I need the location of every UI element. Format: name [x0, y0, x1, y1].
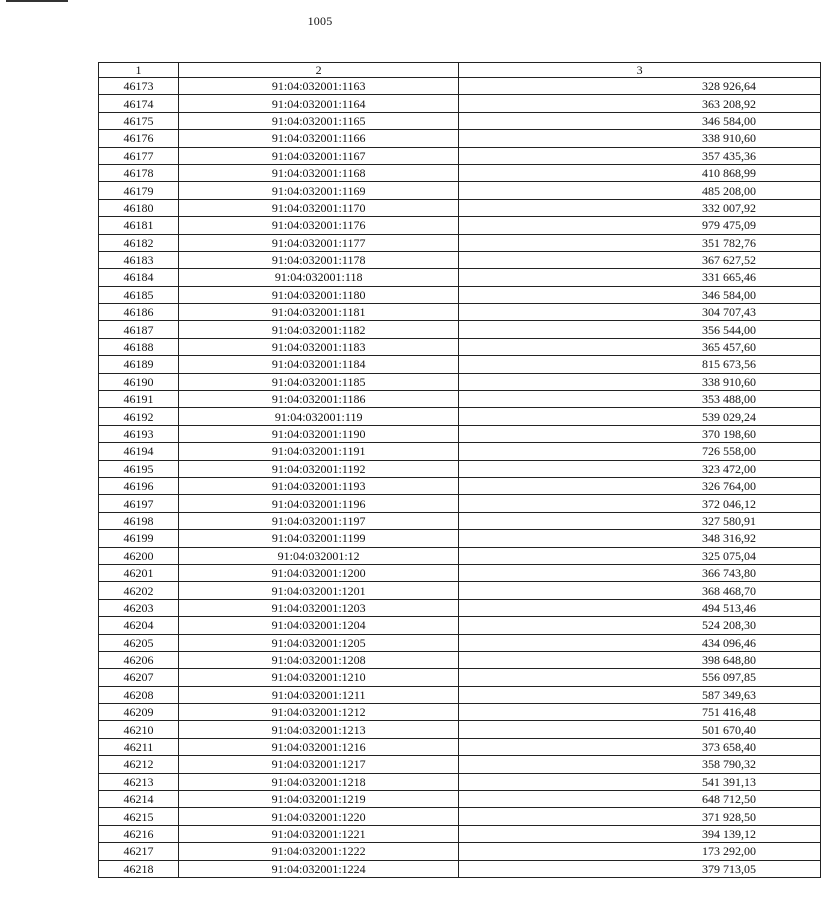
value-cell: 351 782,76	[459, 234, 821, 251]
value-cell: 356 544,00	[459, 321, 821, 338]
cadastral-number-cell: 91:04:032001:1222	[179, 843, 459, 860]
table-row	[99, 669, 821, 686]
table-row	[99, 564, 821, 581]
table-header-row	[99, 63, 821, 78]
table-row	[99, 721, 821, 738]
row-number-cell: 46217	[99, 843, 179, 860]
table-row	[99, 78, 821, 95]
row-number-cell: 46206	[99, 651, 179, 668]
value-cell: 751 416,48	[459, 704, 821, 721]
value-cell: 815 673,56	[459, 356, 821, 373]
table-row	[99, 338, 821, 355]
column-header-2: 2	[179, 63, 459, 78]
value-cell: 587 349,63	[459, 686, 821, 703]
cadastral-number-cell: 91:04:032001:1191	[179, 443, 459, 460]
table-row	[99, 443, 821, 460]
cadastral-number-cell: 91:04:032001:1193	[179, 477, 459, 494]
cadastral-number-cell: 91:04:032001:1180	[179, 286, 459, 303]
value-cell: 372 046,12	[459, 495, 821, 512]
value-cell: 338 910,60	[459, 130, 821, 147]
value-cell: 365 457,60	[459, 338, 821, 355]
cadastral-number-cell: 91:04:032001:1182	[179, 321, 459, 338]
row-number-cell: 46187	[99, 321, 179, 338]
table-row	[99, 599, 821, 616]
table-row	[99, 756, 821, 773]
row-number-cell: 46211	[99, 738, 179, 755]
row-number-cell: 46208	[99, 686, 179, 703]
data-table	[98, 62, 821, 878]
cadastral-number-cell: 91:04:032001:1181	[179, 304, 459, 321]
value-cell: 358 790,32	[459, 756, 821, 773]
cadastral-number-cell: 91:04:032001:1201	[179, 582, 459, 599]
cadastral-number-cell: 91:04:032001:1165	[179, 112, 459, 129]
value-cell: 328 926,64	[459, 78, 821, 95]
table-row	[99, 269, 821, 286]
value-cell: 353 488,00	[459, 391, 821, 408]
value-cell: 370 198,60	[459, 425, 821, 442]
cadastral-number-cell: 91:04:032001:1163	[179, 78, 459, 95]
value-cell: 485 208,00	[459, 182, 821, 199]
table-row	[99, 251, 821, 268]
cadastral-number-cell: 91:04:032001:1208	[179, 651, 459, 668]
table-row	[99, 547, 821, 564]
cadastral-number-cell: 91:04:032001:1203	[179, 599, 459, 616]
cadastral-number-cell: 91:04:032001:1177	[179, 234, 459, 251]
value-cell: 524 208,30	[459, 617, 821, 634]
row-number-cell: 46173	[99, 78, 179, 95]
row-number-cell: 46191	[99, 391, 179, 408]
table-row	[99, 704, 821, 721]
table-row	[99, 512, 821, 529]
cadastral-number-cell: 91:04:032001:1190	[179, 425, 459, 442]
table-row	[99, 773, 821, 790]
cadastral-number-cell: 91:04:032001:1167	[179, 147, 459, 164]
cadastral-number-cell: 91:04:032001:1168	[179, 164, 459, 181]
value-cell: 494 513,46	[459, 599, 821, 616]
row-number-cell: 46181	[99, 217, 179, 234]
value-cell: 501 670,40	[459, 721, 821, 738]
row-number-cell: 46214	[99, 791, 179, 808]
table-row	[99, 147, 821, 164]
row-number-cell: 46176	[99, 130, 179, 147]
cadastral-number-cell: 91:04:032001:1217	[179, 756, 459, 773]
value-cell: 346 584,00	[459, 112, 821, 129]
row-number-cell: 46198	[99, 512, 179, 529]
value-cell: 363 208,92	[459, 95, 821, 112]
value-cell: 338 910,60	[459, 373, 821, 390]
table-row	[99, 164, 821, 181]
value-cell: 539 029,24	[459, 408, 821, 425]
value-cell: 346 584,00	[459, 286, 821, 303]
row-number-cell: 46218	[99, 860, 179, 877]
table-row	[99, 286, 821, 303]
column-header-1: 1	[99, 63, 179, 78]
cadastral-number-cell: 91:04:032001:1218	[179, 773, 459, 790]
table-row	[99, 460, 821, 477]
cadastral-number-cell: 91:04:032001:1169	[179, 182, 459, 199]
value-cell: 326 764,00	[459, 477, 821, 494]
row-number-cell: 46174	[99, 95, 179, 112]
table-row	[99, 130, 821, 147]
row-number-cell: 46179	[99, 182, 179, 199]
row-number-cell: 46185	[99, 286, 179, 303]
cadastral-number-cell: 91:04:032001:1221	[179, 825, 459, 842]
cadastral-number-cell: 91:04:032001:1220	[179, 808, 459, 825]
cadastral-number-cell: 91:04:032001:1196	[179, 495, 459, 512]
cadastral-number-cell: 91:04:032001:1205	[179, 634, 459, 651]
table-row	[99, 234, 821, 251]
value-cell: 173 292,00	[459, 843, 821, 860]
cadastral-number-cell: 91:04:032001:1186	[179, 391, 459, 408]
row-number-cell: 46192	[99, 408, 179, 425]
row-number-cell: 46197	[99, 495, 179, 512]
value-cell: 541 391,13	[459, 773, 821, 790]
row-number-cell: 46190	[99, 373, 179, 390]
row-number-cell: 46194	[99, 443, 179, 460]
value-cell: 348 316,92	[459, 530, 821, 547]
table-row	[99, 617, 821, 634]
table-row	[99, 808, 821, 825]
value-cell: 371 928,50	[459, 808, 821, 825]
row-number-cell: 46178	[99, 164, 179, 181]
value-cell: 434 096,46	[459, 634, 821, 651]
row-number-cell: 46212	[99, 756, 179, 773]
value-cell: 368 468,70	[459, 582, 821, 599]
cadastral-number-cell: 91:04:032001:118	[179, 269, 459, 286]
value-cell: 394 139,12	[459, 825, 821, 842]
row-number-cell: 46216	[99, 825, 179, 842]
page-top-rule	[6, 0, 68, 2]
cadastral-number-cell: 91:04:032001:1178	[179, 251, 459, 268]
cadastral-number-cell: 91:04:032001:1200	[179, 564, 459, 581]
table-row	[99, 738, 821, 755]
table-row	[99, 843, 821, 860]
value-cell: 979 475,09	[459, 217, 821, 234]
cadastral-number-cell: 91:04:032001:1184	[179, 356, 459, 373]
table-row	[99, 477, 821, 494]
table-row	[99, 356, 821, 373]
value-cell: 325 075,04	[459, 547, 821, 564]
column-header-3: 3	[459, 63, 821, 78]
row-number-cell: 46209	[99, 704, 179, 721]
cadastral-number-cell: 91:04:032001:1183	[179, 338, 459, 355]
cadastral-number-cell: 91:04:032001:1216	[179, 738, 459, 755]
value-cell: 357 435,36	[459, 147, 821, 164]
table-row	[99, 304, 821, 321]
row-number-cell: 46204	[99, 617, 179, 634]
table-row	[99, 686, 821, 703]
table-row	[99, 408, 821, 425]
cadastral-number-cell: 91:04:032001:1166	[179, 130, 459, 147]
value-cell: 304 707,43	[459, 304, 821, 321]
value-cell: 556 097,85	[459, 669, 821, 686]
table-row	[99, 199, 821, 216]
cadastral-number-cell: 91:04:032001:12	[179, 547, 459, 564]
cadastral-number-cell: 91:04:032001:1204	[179, 617, 459, 634]
table-row	[99, 373, 821, 390]
value-cell: 379 713,05	[459, 860, 821, 877]
cadastral-number-cell: 91:04:032001:1197	[179, 512, 459, 529]
row-number-cell: 46195	[99, 460, 179, 477]
cadastral-number-cell: 91:04:032001:1211	[179, 686, 459, 703]
row-number-cell: 46201	[99, 564, 179, 581]
value-cell: 367 627,52	[459, 251, 821, 268]
value-cell: 327 580,91	[459, 512, 821, 529]
cadastral-number-cell: 91:04:032001:1210	[179, 669, 459, 686]
row-number-cell: 46175	[99, 112, 179, 129]
cadastral-number-cell: 91:04:032001:1185	[179, 373, 459, 390]
value-cell: 373 658,40	[459, 738, 821, 755]
row-number-cell: 46177	[99, 147, 179, 164]
table-row	[99, 182, 821, 199]
value-cell: 366 743,80	[459, 564, 821, 581]
cadastral-number-cell: 91:04:032001:1213	[179, 721, 459, 738]
cadastral-number-cell: 91:04:032001:1199	[179, 530, 459, 547]
row-number-cell: 46182	[99, 234, 179, 251]
table-row	[99, 495, 821, 512]
value-cell: 410 868,99	[459, 164, 821, 181]
row-number-cell: 46210	[99, 721, 179, 738]
value-cell: 323 472,00	[459, 460, 821, 477]
value-cell: 332 007,92	[459, 199, 821, 216]
row-number-cell: 46189	[99, 356, 179, 373]
row-number-cell: 46186	[99, 304, 179, 321]
row-number-cell: 46207	[99, 669, 179, 686]
table-row	[99, 860, 821, 877]
row-number-cell: 46200	[99, 547, 179, 564]
row-number-cell: 46205	[99, 634, 179, 651]
cadastral-number-cell: 91:04:032001:1224	[179, 860, 459, 877]
table-row	[99, 217, 821, 234]
value-cell: 398 648,80	[459, 651, 821, 668]
row-number-cell: 46180	[99, 199, 179, 216]
row-number-cell: 46188	[99, 338, 179, 355]
cadastral-number-cell: 91:04:032001:1219	[179, 791, 459, 808]
row-number-cell: 46196	[99, 477, 179, 494]
value-cell: 331 665,46	[459, 269, 821, 286]
row-number-cell: 46215	[99, 808, 179, 825]
row-number-cell: 46193	[99, 425, 179, 442]
table-row	[99, 95, 821, 112]
row-number-cell: 46184	[99, 269, 179, 286]
row-number-cell: 46199	[99, 530, 179, 547]
cadastral-number-cell: 91:04:032001:1164	[179, 95, 459, 112]
row-number-cell: 46202	[99, 582, 179, 599]
table-row	[99, 321, 821, 338]
row-number-cell: 46183	[99, 251, 179, 268]
row-number-cell: 46203	[99, 599, 179, 616]
table-row	[99, 112, 821, 129]
table-row	[99, 651, 821, 668]
value-cell: 648 712,50	[459, 791, 821, 808]
table-row	[99, 634, 821, 651]
value-cell: 726 558,00	[459, 443, 821, 460]
cadastral-number-cell: 91:04:032001:1192	[179, 460, 459, 477]
page-number: 1005	[307, 14, 333, 28]
cadastral-number-cell: 91:04:032001:1212	[179, 704, 459, 721]
table-row	[99, 391, 821, 408]
table-row	[99, 425, 821, 442]
cadastral-number-cell: 91:04:032001:1176	[179, 217, 459, 234]
table-row	[99, 791, 821, 808]
table-row	[99, 530, 821, 547]
cadastral-number-cell: 91:04:032001:119	[179, 408, 459, 425]
table-row	[99, 582, 821, 599]
row-number-cell: 46213	[99, 773, 179, 790]
cadastral-number-cell: 91:04:032001:1170	[179, 199, 459, 216]
table-row	[99, 825, 821, 842]
